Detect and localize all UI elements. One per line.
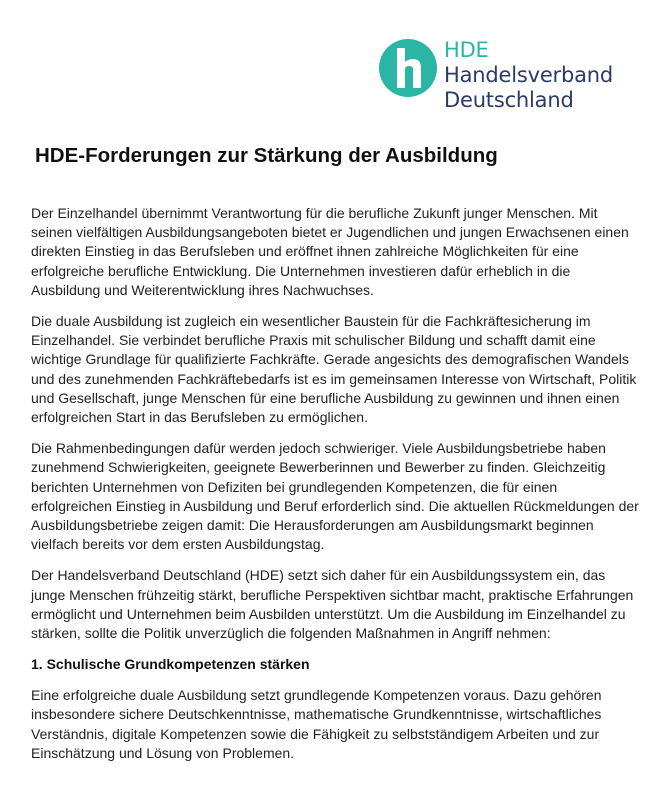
paragraph-3: Die Rahmenbedingungen dafür werden jedoch schwieriger. Viele Ausbildungsbetriebe haben zunehmend Schwierigkeiten, geeignete Bewerberinnen und Bewerber zu finden. Gleichzeitig berichten Unternehmen von Defiziten bei grundlegenden Kompetenzen, die für einen erfolgreichen Einstieg in Ausbildung und Beruf erforderlich sind. Die aktuellen Rückmeldungen der Ausbildungsbetriebe zeigen damit: Die Herausforderungen am Ausbildungsmarkt beginnen vielfach bereits vor dem ersten Ausbildungstag. — [31, 440, 639, 553]
hde-logo — [378, 38, 618, 118]
logo-line2: Deutschland — [444, 88, 574, 112]
document-body — [31, 204, 639, 775]
hde-logo-wordmark — [444, 38, 613, 113]
section-1-heading: 1. Schulische Grundkompetenzen stärken — [31, 656, 310, 673]
paragraph-1: Der Einzelhandel übernimmt Verantwortung für die berufliche Zukunft junger Menschen. Mit seinen vielfältigen Ausbildungsangeboten bietet er Jugendlichen und jungen Erwachsenen einen direkten Einstieg in das Berufsleben und eröffnet ihnen zahlreiche Möglichkeiten für eine erfolgreiche berufliche Entwicklung. Die Unternehmen investieren dafür erheblich in die Ausbildung und Weiterentwicklung ihres Nachwuchses. — [31, 205, 629, 298]
section-1-text: Eine erfolgreiche duale Ausbildung setzt grundlegende Kompetenzen voraus. Dazu gehören insbesondere sichere Deutschkenntnisse, mathematische Grundkenntnisse, wirtschaftliches Verständnis, digitale Kompetenzen sowie die Fähigkeit zu selbstständigem Arbeiten und zur Einschätzung und Lösung von Problemen. — [31, 687, 602, 761]
document-title: HDE-Forderungen zur Stärkung der Ausbildung — [35, 144, 498, 167]
paragraph-4: Der Handelsverband Deutschland (HDE) setzt sich daher für ein Ausbildungssystem ein, das junge Menschen frühzeitig stärkt, berufliche Perspektiven sichtbar macht, praktische Erfahrungen ermöglicht und Unternehmen beim Ausbilden unterstützt. Um die Ausbildung im Einzelhandel zu stärken, sollte die Politik unverzüglich die folgenden Maßnahmen in Angriff nehmen: — [31, 567, 634, 642]
logo-line1: Handelsverband — [444, 63, 614, 87]
paragraph-2: Die duale Ausbildung ist zugleich ein wesentlicher Baustein für die Fachkräftesicherung im Einzelhandel. Sie verbindet berufliche Praxis mit schulischer Bildung und schafft damit eine wichtige Grundlage für qualifizierte Fachkräfte. Gerade angesichts des demografischen Wandels und des zunehmenden Fachkräftebedarfs ist es im gemeinsamen Interesse von Wirtschaft, Politik und Gesellschaft, junge Menschen für eine berufliche Ausbildung zu gewinnen und ihnen einen erfolgreichen Start in das Berufsleben zu ermöglichen. — [31, 313, 637, 426]
hde-logo-icon — [378, 38, 438, 98]
logo-abbr: HDE — [444, 38, 489, 62]
